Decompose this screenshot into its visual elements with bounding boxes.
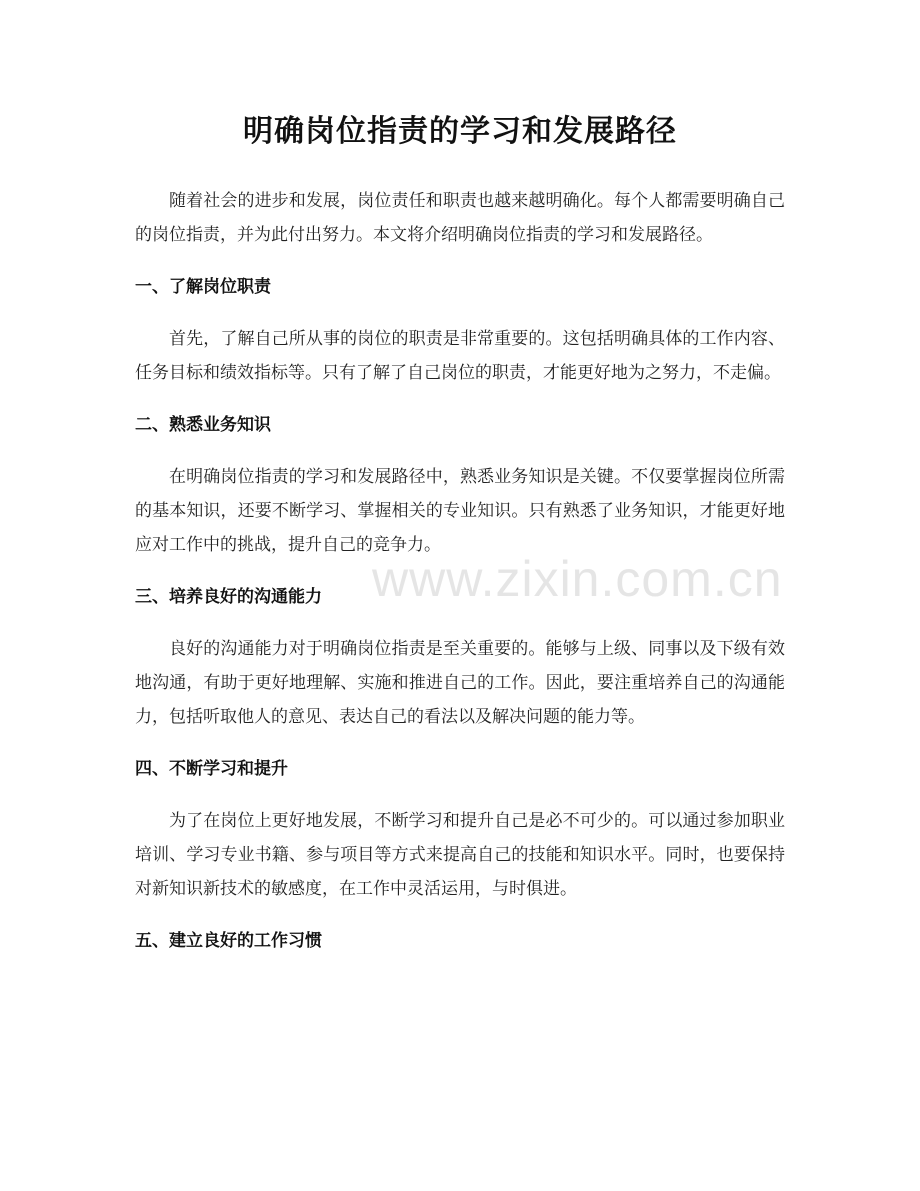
section-heading-1: 一、了解岗位职责 xyxy=(135,277,271,297)
section-heading-5: 五、建立良好的工作习惯 xyxy=(135,931,322,951)
page-title: 明确岗位指责的学习和发展路径 xyxy=(243,114,677,149)
intro-paragraph: 随着社会的进步和发展，岗位责任和职责也越来越明确化。每个人都需要明确自己的岗位指责，并为此付出努力。本文将介绍明确岗位指责的学习和发展路径。 xyxy=(135,191,785,245)
section-body-3: 良好的沟通能力对于明确岗位指责是至关重要的。能够与上级、同事以及下级有效地沟通，有助于更好地理解、实施和推进自己的工作。因此，要注重培养自己的沟通能力，包括听取他人的意见、表达自己的看法以及解决问题的能力等。 xyxy=(135,639,785,727)
section-body-2: 在明确岗位指责的学习和发展路径中，熟悉业务知识是关键。不仅要掌握岗位所需的基本知识，还要不断学习、掌握相关的专业知识。只有熟悉了业务知识，才能更好地应对工作中的挑战，提升自己的竞争力。 xyxy=(135,467,785,555)
watermark: www.zixin.com.cn xyxy=(372,551,783,607)
section-body-1: 首先，了解自己所从事的岗位的职责是非常重要的。这包括明确具体的工作内容、任务目标和绩效指标等。只有了解了自己岗位的职责，才能更好地为之努力，不走偏。 xyxy=(135,329,785,383)
section-heading-3: 三、培养良好的沟通能力 xyxy=(135,587,322,607)
section-heading-2: 二、熟悉业务知识 xyxy=(135,415,271,435)
section-heading-4: 四、不断学习和提升 xyxy=(135,759,288,779)
section-body-4: 为了在岗位上更好地发展，不断学习和提升自己是必不可少的。可以通过参加职业培训、学习专业书籍、参与项目等方式来提高自己的技能和知识水平。同时，也要保持对新知识新技术的敏感度，在工作中灵活运用，与时俱进。 xyxy=(135,811,785,899)
